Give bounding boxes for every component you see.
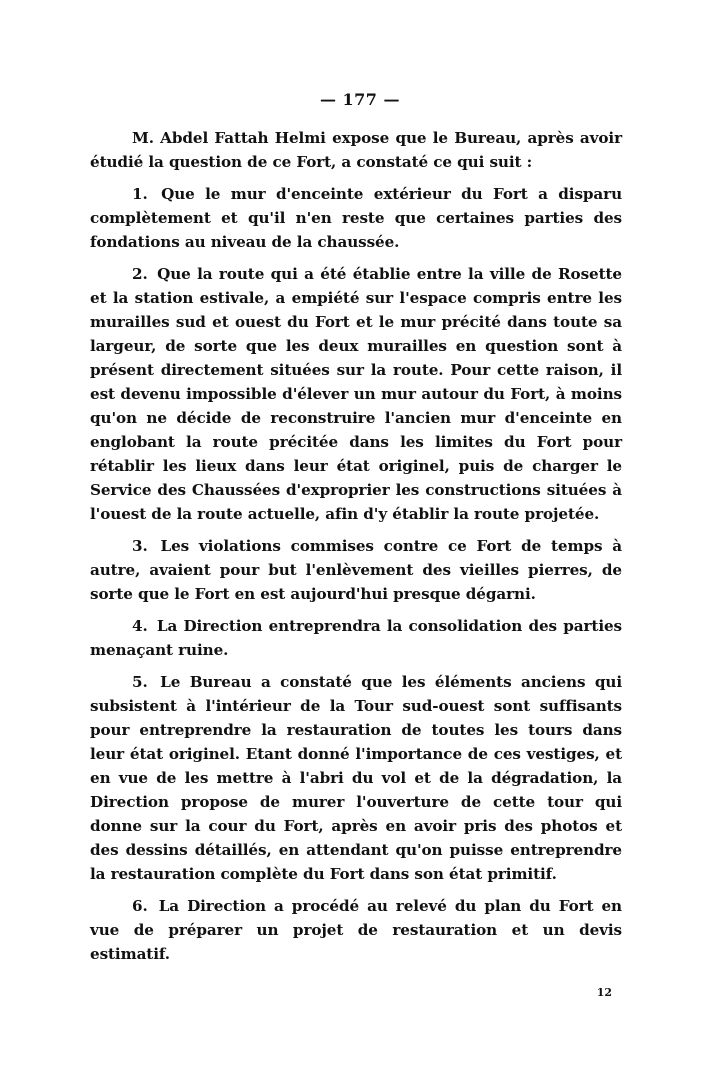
intro-paragraph: M. Abdel Fattah Helmi expose que le Bureau, après avoir étudié la question de ce Fort, a constaté ce qui suit : <box>90 129 622 171</box>
list-item <box>90 670 622 886</box>
list-item <box>90 894 622 966</box>
item-text: Le Bureau a constaté que les éléments anciens qui subsistent à l'intérieur de la Tour sud-ouest sont suffisants pour entreprendre la restauration de toutes les tours dans leur état originel. Etant donné l'importance de ces vestiges, et en vue de les mettre à l'abri du vol et de la dégradation, la Direction propose de murer l'ouverture de cette tour qui donne sur la cour du Fort, après en avoir pris des photos et des dessins détaillés, en attendant qu'on puisse entreprendre la restauration complète du Fort dans son état primitif. <box>90 673 623 883</box>
item-text: Les violations commises contre ce Fort de temps à autre, avaient pour but l'enlèvement des vieilles pierres, de sorte que le Fort en est aujourd'hui presque dégarni. <box>90 537 622 603</box>
item-text: Que le mur d'enceinte extérieur du Fort a disparu complètement et qu'il n'en reste que certaines parties des fondations au niveau de la chaussée. <box>90 185 623 251</box>
item-text: La Direction a procédé au relevé du plan du Fort en vue de préparer un projet de restauration et un devis estimatif. <box>90 897 622 963</box>
list-item <box>90 614 622 662</box>
item-text: La Direction entreprendra la consolidation des parties menaçant ruine. <box>90 617 622 659</box>
item-text: Que la route qui a été établie entre la ville de Rosette et la station estivale, a empiété sur l'espace compris entre les murailles sud et ouest du Fort et le mur précité dans toute sa largeur, de sorte que les deux murailles en question sont à présent directement situées sur la route. Pour cette raison, il est devenu impossible d'élever un mur autour du Fort, à moins qu'on ne décide de reconstruire l'ancien mur d'enceinte en englobant la route précitée dans les limites du Fort pour rétablir les lieux dans leur état originel, puis de charger le Service des Chaussées d'exproprier les constructions situées à l'ouest de la route actuelle, afin d'y établir la route projetée. <box>90 265 622 523</box>
item-number: 2. <box>132 265 148 283</box>
item-number: 5. <box>132 673 148 691</box>
item-number: 3. <box>132 537 148 555</box>
item-number: 4. <box>132 617 148 635</box>
item-number: 1. <box>132 185 148 203</box>
list-item <box>90 534 622 606</box>
item-number: 6. <box>132 897 148 915</box>
signature-mark: 12 <box>596 986 612 999</box>
page-number: — 177 — <box>319 90 401 109</box>
body-text <box>90 126 622 974</box>
list-item <box>90 262 622 526</box>
list-item <box>90 182 622 254</box>
